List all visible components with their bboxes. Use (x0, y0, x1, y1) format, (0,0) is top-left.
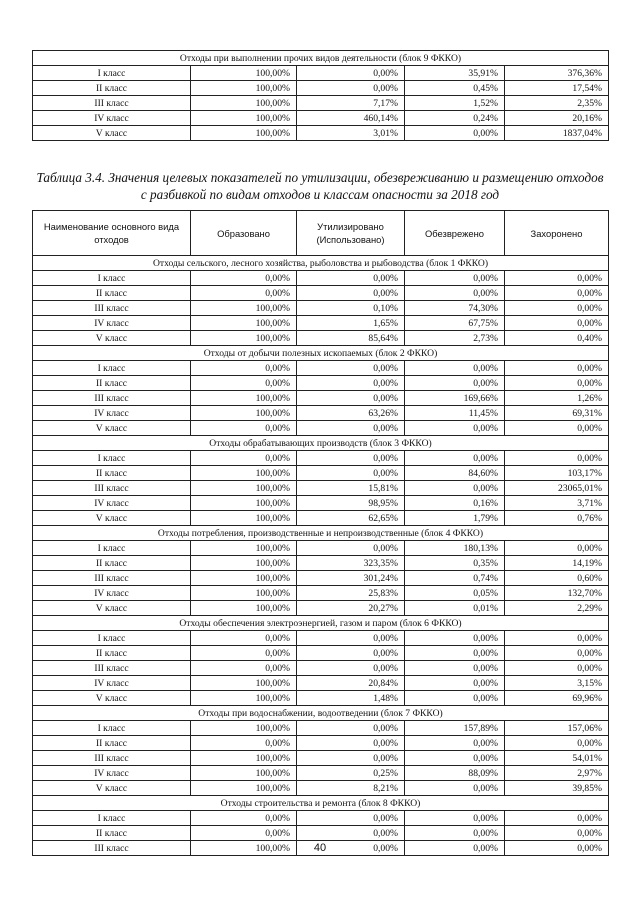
hazard-class-cell: IV класс (33, 586, 191, 601)
neutralized-cell: 0,00% (405, 646, 505, 661)
hazard-class-cell: IV класс (33, 676, 191, 691)
generated-cell: 100,00% (191, 496, 297, 511)
utilized-cell: 1,48% (297, 691, 405, 706)
table-caption (32, 169, 608, 203)
buried-cell: 0,00% (505, 301, 609, 316)
buried-cell: 23065,01% (505, 481, 609, 496)
generated-cell: 0,00% (191, 811, 297, 826)
table-row (33, 126, 609, 141)
generated-cell: 100,00% (191, 586, 297, 601)
block-title-row (33, 346, 609, 361)
table-row (33, 586, 609, 601)
buried-cell: 69,31% (505, 406, 609, 421)
generated-cell: 0,00% (191, 286, 297, 301)
block-title-row (33, 796, 609, 811)
generated-cell: 100,00% (191, 301, 297, 316)
hazard-class-cell: III класс (33, 571, 191, 586)
table-row (33, 376, 609, 391)
neutralized-cell: 0,00% (405, 126, 505, 141)
utilized-cell: 15,81% (297, 481, 405, 496)
table-row (33, 511, 609, 526)
hazard-class-cell: II класс (33, 556, 191, 571)
table-row (33, 646, 609, 661)
table-row (33, 826, 609, 841)
utilized-cell: 3,01% (297, 126, 405, 141)
neutralized-cell: 0,16% (405, 496, 505, 511)
utilized-cell: 0,00% (297, 721, 405, 736)
neutralized-cell: 0,00% (405, 361, 505, 376)
buried-cell: 1,26% (505, 391, 609, 406)
buried-cell: 0,00% (505, 541, 609, 556)
block-title: Отходы сельского, лесного хозяйства, рыболовства и рыбоводства (блок 1 ФККО) (33, 256, 609, 271)
buried-cell: 376,36% (505, 66, 609, 81)
utilized-cell: 8,21% (297, 781, 405, 796)
buried-cell: 2,97% (505, 766, 609, 781)
hazard-class-cell: I класс (33, 811, 191, 826)
generated-cell: 0,00% (191, 271, 297, 286)
utilized-cell: 98,95% (297, 496, 405, 511)
table-row (33, 736, 609, 751)
buried-cell: 0,40% (505, 331, 609, 346)
neutralized-cell: 157,89% (405, 721, 505, 736)
caption-line-1: Таблица 3.4. Значения целевых показателей по утилизации, обезвреживанию и размещению отходов (36, 170, 604, 185)
buried-cell: 39,85% (505, 781, 609, 796)
generated-cell: 0,00% (191, 631, 297, 646)
utilized-cell: 0,00% (297, 376, 405, 391)
generated-cell: 100,00% (191, 331, 297, 346)
generated-cell: 0,00% (191, 451, 297, 466)
neutralized-cell: 0,00% (405, 631, 505, 646)
generated-cell: 100,00% (191, 691, 297, 706)
generated-cell: 100,00% (191, 676, 297, 691)
neutralized-cell: 0,45% (405, 81, 505, 96)
buried-cell: 0,00% (505, 376, 609, 391)
table-row (33, 466, 609, 481)
neutralized-cell: 0,00% (405, 271, 505, 286)
buried-cell: 1837,04% (505, 126, 609, 141)
table-row (33, 781, 609, 796)
buried-cell: 132,70% (505, 586, 609, 601)
neutralized-cell: 0,00% (405, 421, 505, 436)
utilized-cell: 323,35% (297, 556, 405, 571)
table-row (33, 751, 609, 766)
utilized-cell: 0,00% (297, 421, 405, 436)
table-row (33, 361, 609, 376)
hazard-class-cell: I класс (33, 271, 191, 286)
hazard-class-cell: IV класс (33, 496, 191, 511)
buried-cell: 2,29% (505, 601, 609, 616)
generated-cell: 100,00% (191, 511, 297, 526)
table-row (33, 81, 609, 96)
block-title-row (33, 51, 609, 66)
utilized-cell: 7,17% (297, 96, 405, 111)
generated-cell: 0,00% (191, 661, 297, 676)
neutralized-cell: 0,24% (405, 111, 505, 126)
buried-cell: 0,00% (505, 661, 609, 676)
neutralized-cell: 0,00% (405, 736, 505, 751)
table-row (33, 496, 609, 511)
hazard-class-cell: III класс (33, 301, 191, 316)
main-table (32, 210, 609, 856)
utilized-cell: 0,25% (297, 766, 405, 781)
table-row (33, 811, 609, 826)
generated-cell: 100,00% (191, 751, 297, 766)
utilized-cell: 0,10% (297, 301, 405, 316)
neutralized-cell: 1,52% (405, 96, 505, 111)
hazard-class-cell: III класс (33, 751, 191, 766)
utilized-cell: 25,83% (297, 586, 405, 601)
utilized-cell: 0,00% (297, 751, 405, 766)
neutralized-cell: 169,66% (405, 391, 505, 406)
utilized-cell: 0,00% (297, 841, 405, 856)
neutralized-cell: 35,91% (405, 66, 505, 81)
table-row (33, 676, 609, 691)
caption-line-2: с разбивкой по видам отходов и классам опасности за 2018 год (140, 187, 500, 202)
table-row (33, 601, 609, 616)
buried-cell: 0,60% (505, 571, 609, 586)
buried-cell: 0,00% (505, 826, 609, 841)
generated-cell: 100,00% (191, 391, 297, 406)
header-buried: Захоронено (505, 211, 609, 256)
table-row (33, 556, 609, 571)
table-row (33, 766, 609, 781)
generated-cell: 0,00% (191, 736, 297, 751)
generated-cell: 100,00% (191, 571, 297, 586)
page-number: 40 (313, 842, 327, 854)
buried-cell: 157,06% (505, 721, 609, 736)
buried-cell: 0,00% (505, 286, 609, 301)
utilized-cell: 1,65% (297, 316, 405, 331)
buried-cell: 0,00% (505, 736, 609, 751)
hazard-class-cell: I класс (33, 361, 191, 376)
block-title: Отходы при водоснабжении, водоотведении (блок 7 ФККО) (33, 706, 609, 721)
buried-cell: 0,00% (505, 631, 609, 646)
utilized-cell: 0,00% (297, 736, 405, 751)
hazard-class-cell: III класс (33, 391, 191, 406)
table-row (33, 111, 609, 126)
utilized-cell: 20,84% (297, 676, 405, 691)
hazard-class-cell: V класс (33, 331, 191, 346)
utilized-cell: 0,00% (297, 646, 405, 661)
hazard-class-cell: V класс (33, 601, 191, 616)
buried-cell: 0,00% (505, 811, 609, 826)
hazard-class-cell: III класс (33, 661, 191, 676)
utilized-cell: 20,27% (297, 601, 405, 616)
generated-cell: 0,00% (191, 376, 297, 391)
buried-cell: 69,96% (505, 691, 609, 706)
hazard-class-cell: III класс (33, 96, 191, 111)
block-title: Отходы от добычи полезных ископаемых (блок 2 ФККО) (33, 346, 609, 361)
generated-cell: 100,00% (191, 96, 297, 111)
hazard-class-cell: IV класс (33, 111, 191, 126)
utilized-cell: 0,00% (297, 391, 405, 406)
neutralized-cell: 88,09% (405, 766, 505, 781)
generated-cell: 100,00% (191, 721, 297, 736)
neutralized-cell: 84,60% (405, 466, 505, 481)
hazard-class-cell: V класс (33, 691, 191, 706)
utilized-cell: 301,24% (297, 571, 405, 586)
buried-cell: 0,00% (505, 271, 609, 286)
hazard-class-cell: IV класс (33, 316, 191, 331)
generated-cell: 100,00% (191, 541, 297, 556)
neutralized-cell: 0,01% (405, 601, 505, 616)
neutralized-cell: 0,74% (405, 571, 505, 586)
utilized-cell: 0,00% (297, 66, 405, 81)
block-title-row (33, 616, 609, 631)
neutralized-cell: 2,73% (405, 331, 505, 346)
neutralized-cell: 1,79% (405, 511, 505, 526)
block-title: Отходы обрабатывающих производств (блок 3 ФККО) (33, 436, 609, 451)
header-row (33, 211, 609, 256)
buried-cell: 0,00% (505, 841, 609, 856)
hazard-class-cell: I класс (33, 541, 191, 556)
utilized-cell: 0,00% (297, 811, 405, 826)
hazard-class-cell: V класс (33, 781, 191, 796)
neutralized-cell: 0,00% (405, 841, 505, 856)
block-title-row (33, 256, 609, 271)
block-title-row (33, 436, 609, 451)
hazard-class-cell: II класс (33, 376, 191, 391)
table-row (33, 481, 609, 496)
table-row (33, 691, 609, 706)
utilized-cell: 0,00% (297, 826, 405, 841)
buried-cell: 0,00% (505, 316, 609, 331)
utilized-cell: 0,00% (297, 466, 405, 481)
neutralized-cell: 0,00% (405, 286, 505, 301)
hazard-class-cell: III класс (33, 841, 191, 856)
buried-cell: 14,19% (505, 556, 609, 571)
hazard-class-cell: IV класс (33, 406, 191, 421)
table-row (33, 421, 609, 436)
hazard-class-cell: I класс (33, 631, 191, 646)
utilized-cell: 0,00% (297, 361, 405, 376)
generated-cell: 100,00% (191, 406, 297, 421)
hazard-class-cell: II класс (33, 466, 191, 481)
neutralized-cell: 0,00% (405, 811, 505, 826)
utilized-cell: 0,00% (297, 661, 405, 676)
neutralized-cell: 11,45% (405, 406, 505, 421)
buried-cell: 0,00% (505, 451, 609, 466)
hazard-class-cell: II класс (33, 646, 191, 661)
table-row (33, 271, 609, 286)
table-row (33, 721, 609, 736)
generated-cell: 100,00% (191, 781, 297, 796)
utilized-cell: 85,64% (297, 331, 405, 346)
utilized-cell: 0,00% (297, 541, 405, 556)
neutralized-cell: 0,00% (405, 481, 505, 496)
utilized-cell: 0,00% (297, 451, 405, 466)
header-utilized: Утилизировано (Использовано) (297, 211, 405, 256)
generated-cell: 100,00% (191, 481, 297, 496)
hazard-class-cell: I класс (33, 451, 191, 466)
generated-cell: 100,00% (191, 316, 297, 331)
block-title: Отходы строительства и ремонта (блок 8 ФККО) (33, 796, 609, 811)
neutralized-cell: 0,00% (405, 376, 505, 391)
neutralized-cell: 0,05% (405, 586, 505, 601)
utilized-cell: 0,00% (297, 631, 405, 646)
utilized-cell: 0,00% (297, 271, 405, 286)
hazard-class-cell: I класс (33, 66, 191, 81)
buried-cell: 103,17% (505, 466, 609, 481)
table-row (33, 571, 609, 586)
generated-cell: 100,00% (191, 66, 297, 81)
utilized-cell: 0,00% (297, 286, 405, 301)
hazard-class-cell: II класс (33, 736, 191, 751)
neutralized-cell: 0,00% (405, 751, 505, 766)
table-row (33, 406, 609, 421)
generated-cell: 100,00% (191, 466, 297, 481)
hazard-class-cell: II класс (33, 286, 191, 301)
hazard-class-cell: IV класс (33, 766, 191, 781)
block-title-row (33, 706, 609, 721)
hazard-class-cell: III класс (33, 481, 191, 496)
table-row (33, 316, 609, 331)
block-title: Отходы потребления, производственные и непроизводственные (блок 4 ФККО) (33, 526, 609, 541)
block-title: Отходы при выполнении прочих видов деятельности (блок 9 ФККО) (33, 51, 609, 66)
utilized-cell: 460,14% (297, 111, 405, 126)
buried-cell: 20,16% (505, 111, 609, 126)
generated-cell: 100,00% (191, 81, 297, 96)
generated-cell: 100,00% (191, 601, 297, 616)
table-row (33, 66, 609, 81)
buried-cell: 2,35% (505, 96, 609, 111)
buried-cell: 3,71% (505, 496, 609, 511)
table-row (33, 631, 609, 646)
neutralized-cell: 0,35% (405, 556, 505, 571)
utilized-cell: 62,65% (297, 511, 405, 526)
top-table (32, 50, 609, 141)
table-row (33, 391, 609, 406)
block-title-row (33, 526, 609, 541)
generated-cell: 100,00% (191, 556, 297, 571)
hazard-class-cell: I класс (33, 721, 191, 736)
table-row (33, 661, 609, 676)
utilized-cell: 63,26% (297, 406, 405, 421)
table-row (33, 96, 609, 111)
generated-cell: 0,00% (191, 361, 297, 376)
table-row (33, 541, 609, 556)
generated-cell: 100,00% (191, 126, 297, 141)
header-neutralized: Обезврежено (405, 211, 505, 256)
neutralized-cell: 0,00% (405, 781, 505, 796)
neutralized-cell: 0,00% (405, 691, 505, 706)
neutralized-cell: 0,00% (405, 826, 505, 841)
table-row (33, 331, 609, 346)
header-waste-type: Наименование основного вида отходов (33, 211, 191, 256)
buried-cell: 0,00% (505, 646, 609, 661)
neutralized-cell: 0,00% (405, 676, 505, 691)
table-row (33, 301, 609, 316)
buried-cell: 17,54% (505, 81, 609, 96)
neutralized-cell: 67,75% (405, 316, 505, 331)
hazard-class-cell: II класс (33, 81, 191, 96)
generated-cell: 0,00% (191, 421, 297, 436)
generated-cell: 0,00% (191, 826, 297, 841)
header-generated: Образовано (191, 211, 297, 256)
neutralized-cell: 180,13% (405, 541, 505, 556)
buried-cell: 3,15% (505, 676, 609, 691)
generated-cell: 0,00% (191, 646, 297, 661)
hazard-class-cell: V класс (33, 126, 191, 141)
generated-cell: 100,00% (191, 841, 297, 856)
buried-cell: 0,00% (505, 421, 609, 436)
table-row (33, 286, 609, 301)
buried-cell: 0,76% (505, 511, 609, 526)
hazard-class-cell: V класс (33, 511, 191, 526)
hazard-class-cell: II класс (33, 826, 191, 841)
neutralized-cell: 0,00% (405, 661, 505, 676)
table-row (33, 451, 609, 466)
buried-cell: 54,01% (505, 751, 609, 766)
generated-cell: 100,00% (191, 766, 297, 781)
generated-cell: 100,00% (191, 111, 297, 126)
utilized-cell: 0,00% (297, 81, 405, 96)
hazard-class-cell: V класс (33, 421, 191, 436)
neutralized-cell: 0,00% (405, 451, 505, 466)
buried-cell: 0,00% (505, 361, 609, 376)
neutralized-cell: 74,30% (405, 301, 505, 316)
block-title: Отходы обеспечения электроэнергией, газом и паром (блок 6 ФККО) (33, 616, 609, 631)
